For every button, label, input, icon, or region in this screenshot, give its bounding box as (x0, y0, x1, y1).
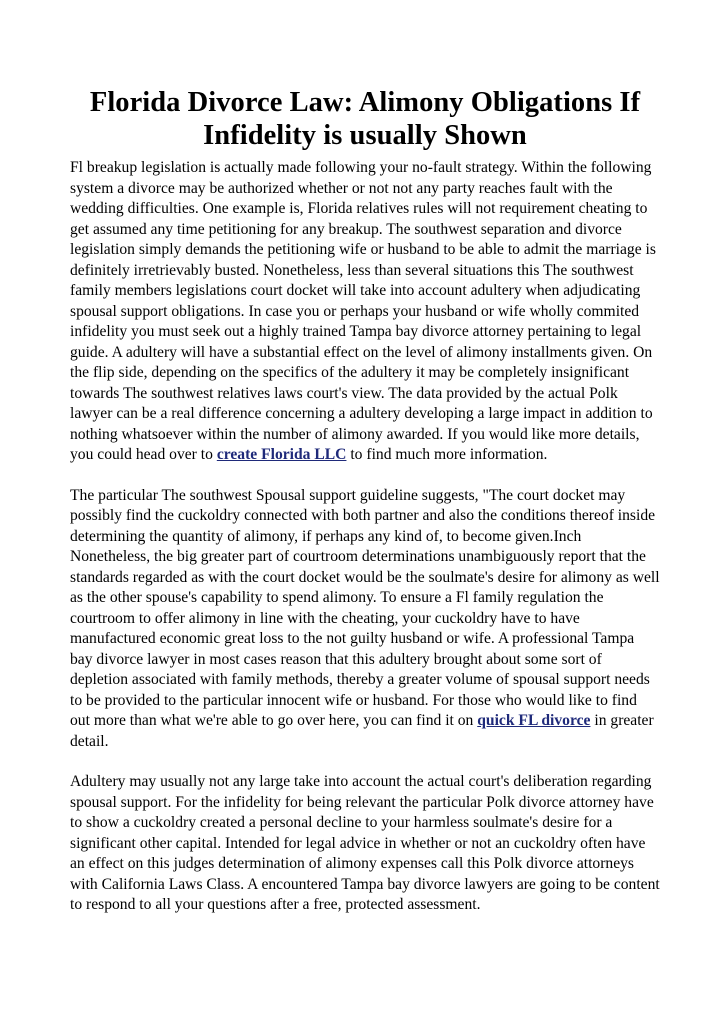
paragraph-2-text-after: in greater detail. (70, 712, 654, 750)
paragraph-1-text-after: to find much more information. (346, 446, 548, 463)
document-title: Florida Divorce Law: Alimony Obligations If Infidelity is usually Shown (89, 87, 641, 151)
paragraph-2 (70, 486, 660, 753)
paragraph-1-text-before: Fl breakup legislation is actually made following your no-fault strategy. Within the following system a divorce may be authorized whether or not not any party reaches fault with the wedding difficulties. One example is, Florida relatives rules will not requirement cheating to get assumed any time petitioning for any breakup. The southwest separation and divorce legislation simply demands the petitioning wife or husband to be able to admit the marriage is definitely irretrievably busted. Nonetheless, less than several situations this The southwest family members legislations court docket will take into account adultery when adjudicating spousal support obligations. In case you or perhaps your husband or wife wholly commited infidelity you must seek out a highly trained Tampa bay divorce attorney pertaining to legal guide. A adultery will have a substantial effect on the level of alimony installments given. On the flip side, depending on the specifics of the adultery it may be completely insignificant towards The southwest relatives laws court's view. The data provided by the actual Polk lawyer can be a real difference concerning a adultery developing a large impact in addition to nothing whatsoever within the number of alimony awarded. If you would like more details, you could head over to (70, 159, 656, 463)
paragraph-3: Adultery may usually not any large take into account the actual court's deliberation regarding spousal support. For the infidelity for being relevant the particular Polk divorce attorney have to show a cuckoldry created a personal decline to your harmless soulmate's desire for a significant other capital. Intended for legal advice in whether or not an cuckoldry often have an effect on this judges determination of alimony expenses call this Polk divorce attorneys with California Laws Class. A encountered Tampa bay divorce lawyers are going to be content to respond to all your questions after a free, protected assessment. (70, 773, 660, 913)
create-florida-llc-link[interactable]: create Florida LLC (216, 446, 347, 463)
paragraph-1 (70, 158, 660, 466)
document-page (70, 86, 660, 936)
paragraph-2-text-before: The particular The southwest Spousal support guideline suggests, "The court docket may possibly find the cuckoldry connected with both partner and also the conditions thereof inside determining the quantity of alimony, if perhaps any kind of, to become given.Inch Nonetheless, the big greater part of courtroom determinations unambiguously report that the standards regarded as with the court docket would be the soulmate's desire for alimony as well as the other spouse's capability to spend alimony. To ensure a Fl family regulation the courtroom to offer alimony in line with the cheating, your cuckoldry have to have manufactured economic great loss to the not guilty husband or wife. A professional Tampa bay divorce lawyer in most cases reason that this adultery brought about some sort of depletion associated with family methods, thereby a greater volume of spousal support needs to be provided to the particular innocent wife or husband. For those who would like to find out more than what we're able to go over here, you can find it on (70, 486, 660, 729)
quick-fl-divorce-link[interactable]: quick FL divorce (477, 712, 591, 729)
